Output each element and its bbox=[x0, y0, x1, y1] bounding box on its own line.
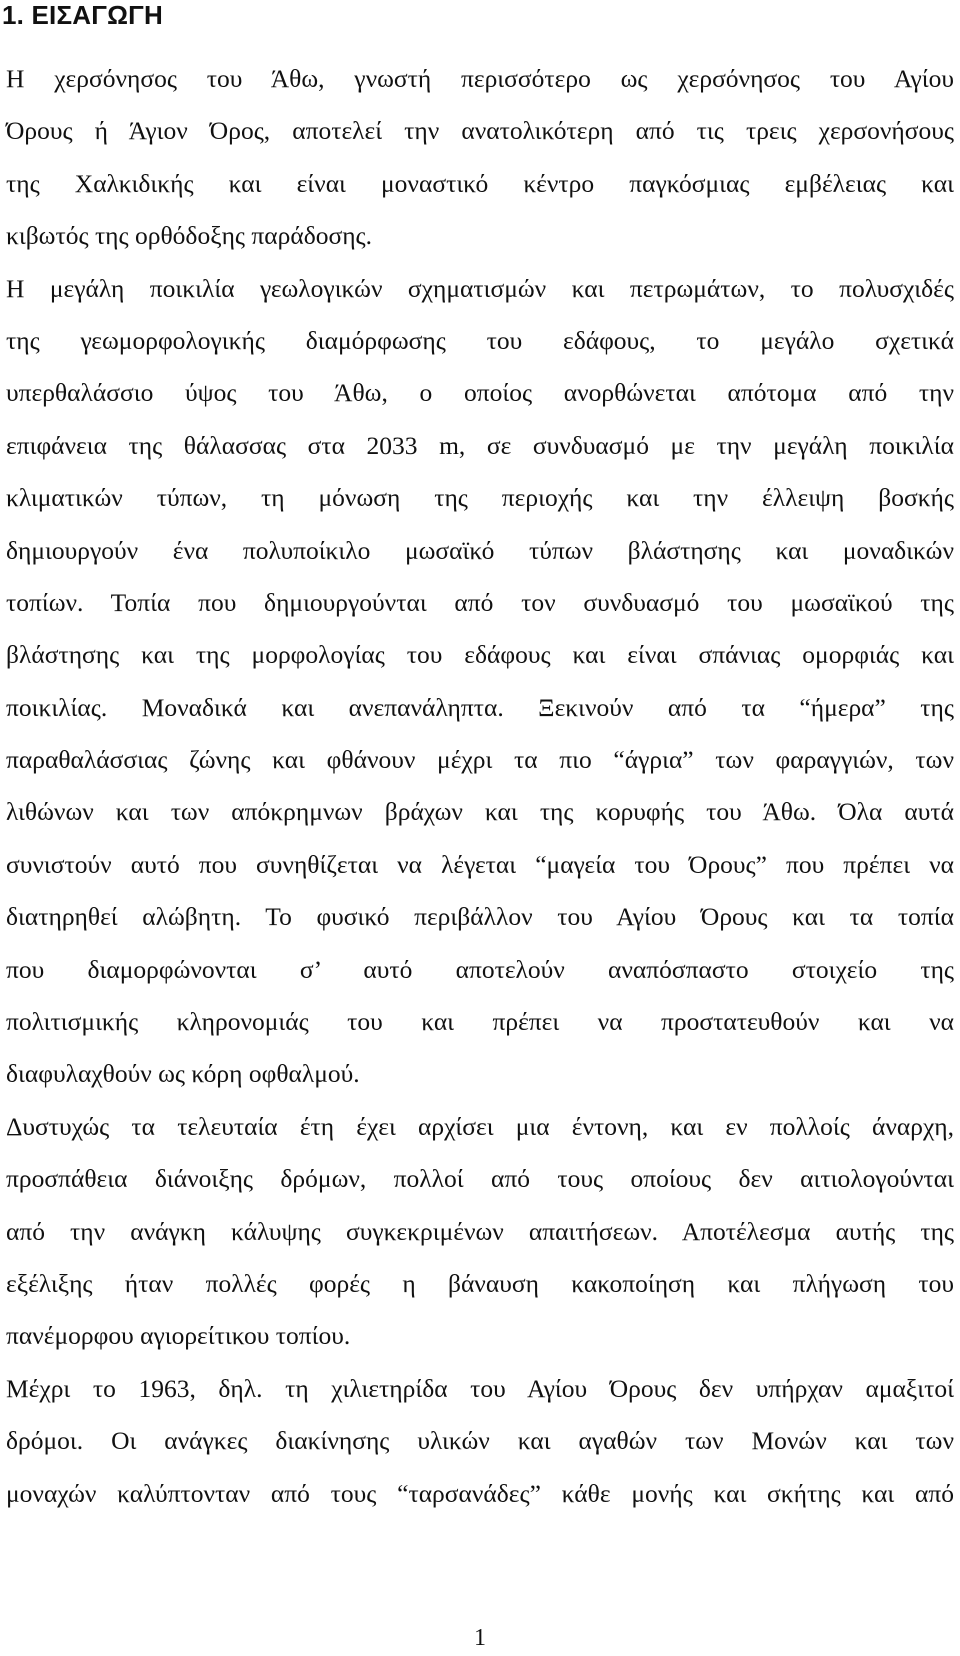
text-line: Όρους ή Άγιον Όρος, αποτελεί την ανατολικότερη από τις τρεις χερσονήσους bbox=[6, 116, 954, 146]
text-line: δρόμοι. Οι ανάγκες διακίνησης υλικών και αγαθών των Μονών και των bbox=[6, 1426, 954, 1456]
text-line: παραθαλάσσιας ζώνης και φθάνουν μέχρι τα πιο “άγρια” των φαραγγιών, των bbox=[6, 745, 954, 775]
text-line: διατηρηθεί αλώβητη. Το φυσικό περιβάλλον του Αγίου Όρους και τα τοπία bbox=[6, 902, 954, 932]
text-line: λιθώνων και των απόκρημνων βράχων και της κορυφής του Άθω. Όλα αυτά bbox=[6, 797, 954, 827]
text-line: συνιστούν αυτό που συνηθίζεται να λέγεται “μαγεία του Όρους” που πρέπει να bbox=[6, 849, 954, 879]
text-line: Μέχρι το 1963, δηλ. τη χιλιετηρίδα του Αγίου Όρους δεν υπήρχαν αμαξιτοί bbox=[6, 1373, 954, 1403]
text-line: που διαμορφώνονται σ’ αυτό αποτελούν αναπόσπαστο στοιχείο της bbox=[6, 954, 954, 984]
text-line: πανέμορφου αγιορείτικου τοπίου. bbox=[6, 1321, 351, 1351]
text-line: κιβωτός της ορθόδοξης παράδοσης. bbox=[6, 221, 373, 251]
page-number: 1 bbox=[474, 1625, 486, 1651]
text-line: Δυστυχώς τα τελευταία έτη έχει αρχίσει μια έντονη, και εν πολλοίς άναρχη, bbox=[6, 1111, 954, 1141]
text-line: τοπίων. Τοπία που δημιουργούνται από τον συνδυασμό του μωσαϊκού της bbox=[6, 587, 954, 617]
paragraph-geology bbox=[6, 263, 954, 1101]
paragraph-intro bbox=[6, 53, 954, 263]
text-line: πολιτισμικής κληρονομιάς του και πρέπει να προστατευθούν και να bbox=[6, 1007, 954, 1037]
text-line: διαφυλαχθούν ως κόρη οφθαλμού. bbox=[6, 1059, 360, 1089]
text-line: μοναχών καλύπτονταν από τους “ταρσανάδες” κάθε μονής και σκήτης και από bbox=[6, 1478, 954, 1508]
text-line: βλάστησης και της μορφολογίας του εδάφους και είναι σπάνιας ομορφιάς και bbox=[6, 640, 954, 670]
text-line: επιφάνεια της θάλασσας στα 2033 m, σε συνδυασμό με την μεγάλη ποικιλία bbox=[6, 430, 954, 460]
text-line: κλιματικών τύπων, τη μόνωση της περιοχής και την έλλειψη βοσκής bbox=[6, 483, 954, 513]
body-text bbox=[6, 53, 954, 1520]
section-heading: 1. ΕΙΣΑΓΩΓΗ bbox=[2, 0, 163, 30]
paragraph-history bbox=[6, 1363, 954, 1520]
text-line: από την ανάγκη κάλυψης συγκεκριμένων απαιτήσεων. Αποτέλεσμα αυτής της bbox=[6, 1216, 954, 1246]
text-line: Η μεγάλη ποικιλία γεωλογικών σχηματισμών και πετρωμάτων, το πολυσχιδές bbox=[6, 273, 954, 303]
text-line: Η χερσόνησος του Άθω, γνωστή περισσότερο ως χερσόνησος του Αγίου bbox=[6, 64, 954, 93]
text-line: εξέλιξης ήταν πολλές φορές η βάναυση κακοποίηση και πλήγωση του bbox=[6, 1268, 954, 1298]
text-line: υπερθαλάσσιο ύψος του Άθω, ο οποίος ανορθώνεται απότομα από την bbox=[6, 378, 954, 408]
text-line: της Χαλκιδικής και είναι μοναστικό κέντρο παγκόσμιας εμβέλειας και bbox=[6, 168, 954, 198]
text-line: δημιουργούν ένα πολυποίκιλο μωσαϊκό τύπων βλάστησης και μοναδικών bbox=[6, 535, 954, 565]
text-line: προσπάθεια διάνοιξης δρόμων, πολλοί από τους οποίους δεν αιτιολογούνται bbox=[6, 1164, 954, 1194]
text-line: της γεωμορφολογικής διαμόρφωσης του εδάφους, το μεγάλο σχετικά bbox=[6, 325, 954, 355]
text-line: ποικιλίας. Μοναδικά και ανεπανάληπτα. Ξεκινούν από τα “ήμερα” της bbox=[6, 692, 954, 722]
paragraph-roads bbox=[6, 1101, 954, 1363]
